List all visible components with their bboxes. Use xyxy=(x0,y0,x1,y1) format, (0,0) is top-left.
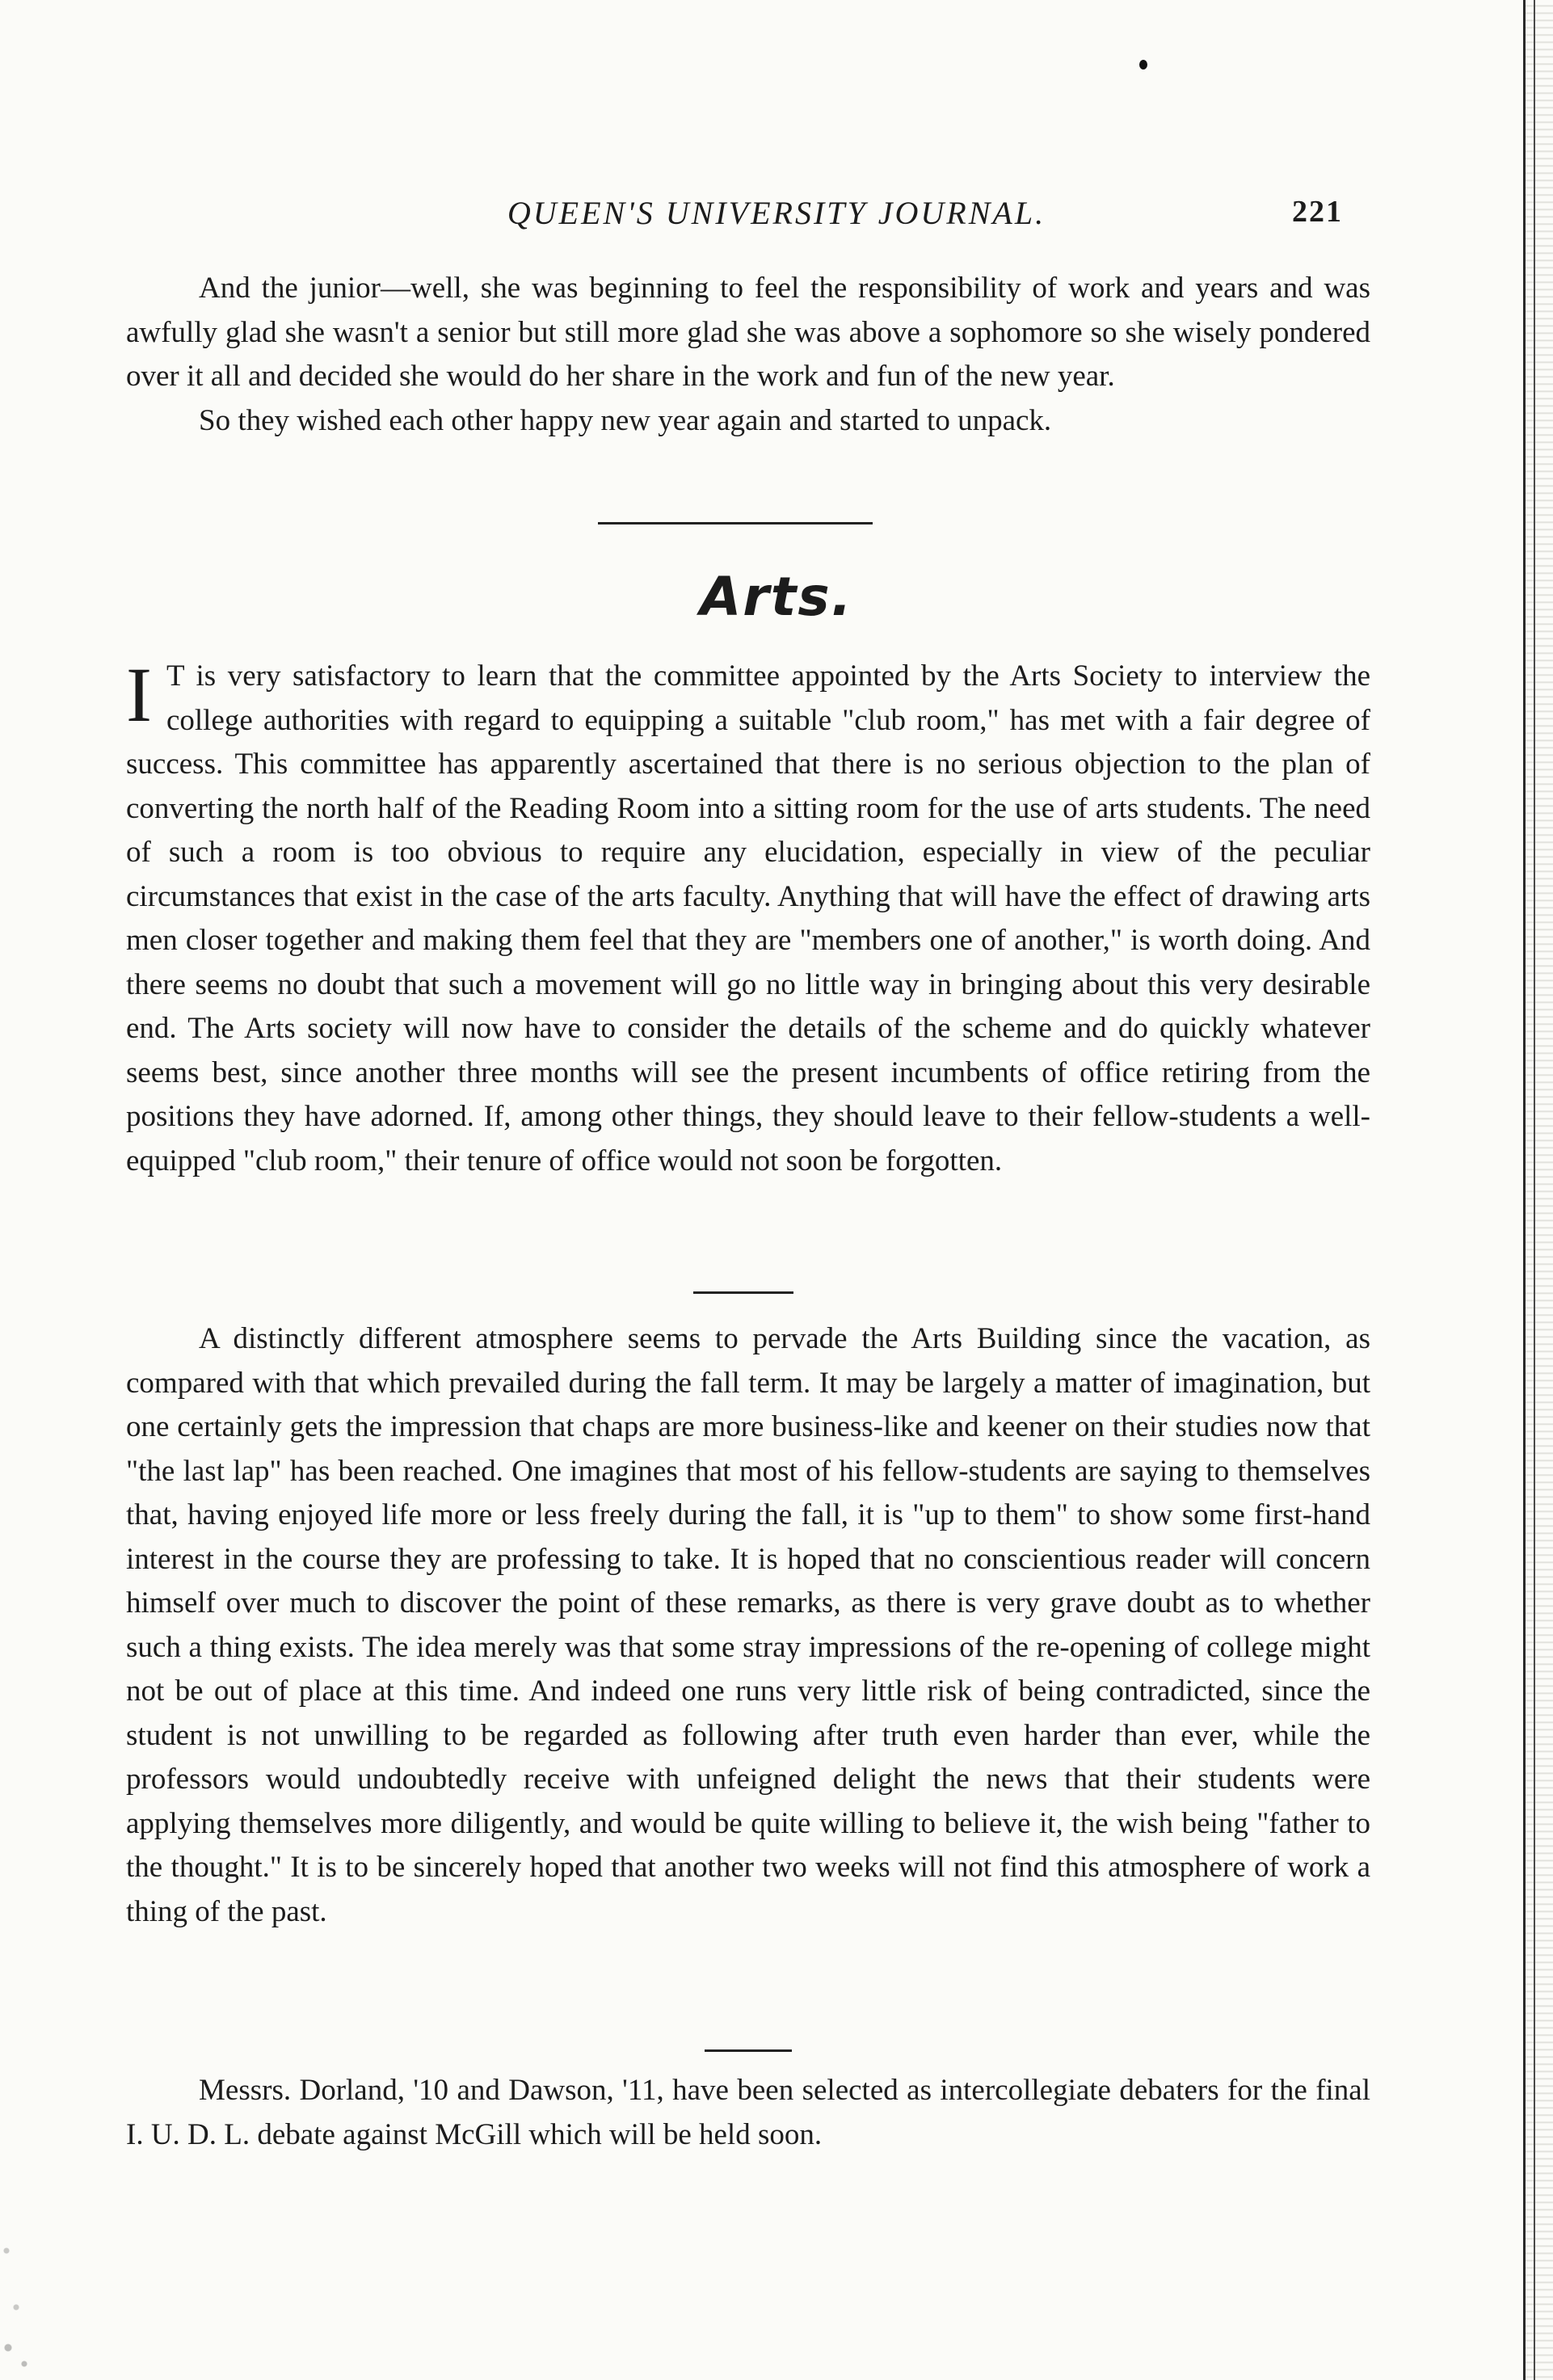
article-paragraph-3 xyxy=(126,2069,1370,2157)
paragraph-text: A distinctly different atmosphere seems to pervade the Arts Building since the vacation, as compared with that which prevailed during the fall term. It may be largely a matter of imagination, but one certainly gets the impression that chaps are more business-like and keener on their studies now that "the last lap" has been reached. One imagines that most of his fellow-students are saying to themselves that, having enjoyed life more or less freely during the fall, it is "up to them" to show some first-hand interest in the course they are professing to take. It is hoped that no conscientious reader will concern himself over much to discover the point of these remarks, as there is very grave doubt as to whether such a thing exists. The idea merely was that some stray impressions of the re-opening of college might not be out of place at this time. And indeed one runs very little risk of being contradicted, since the student is not unwilling to be regarded as following after truth even harder than ever, while the professors would undoubtedly receive with unfeigned delight the news that their students were applying themselves more diligently, and would be quite willing to believe it, the wish being "father to the thought." It is to be sincerely hoped that another two weeks will not find this atmosphere of work a thing of the past. xyxy=(126,1322,1370,1928)
article-paragraph-1 xyxy=(126,651,1370,1183)
ink-speck xyxy=(1139,60,1147,70)
section-heading: Arts. xyxy=(700,566,853,628)
paragraph-divider xyxy=(693,1291,793,1294)
section-divider xyxy=(598,522,873,524)
page-edge-binding xyxy=(1523,0,1553,2380)
article-paragraph-2 xyxy=(126,1317,1370,1934)
scan-noise xyxy=(0,2105,48,2380)
paragraph-text: T is very satisfactory to learn that the committee appointed by the Arts Society to interview the college authorities with regard to equipping a suitable "club room," has met with a fair degree of success. This committee has apparently ascertained that there is no serious objection to the plan of converting the north half of the Reading Room into a sitting room for the use of arts students. The need of such a room is too obvious to require any elucidation, especially in view of the peculiar circumstances that exist in the case of the arts faculty. Anything that will have the effect of drawing arts men closer together and making them feel that they are "members one of another," is worth doing. And there seems no doubt that such a movement will go no little way in bringing about this very desirable end. The Arts society will now have to consider the details of the scheme and do quickly whatever seems best, since another three months will see the present incumbents of office retiring from the positions they have adorned. If, among other things, they should leave to their fellow-students a well-equipped "club room," their tenure of office would not soon be forgotten. xyxy=(126,659,1370,1177)
drop-cap: I xyxy=(126,651,152,738)
paragraph-text: Messrs. Dorland, '10 and Dawson, '11, have been selected as intercollegiate debaters for the final I. U. D. L. debate against McGill which will be held soon. xyxy=(126,2074,1370,2151)
journal-title: QUEEN'S UNIVERSITY JOURNAL. xyxy=(507,195,1046,231)
intro-closing-paragraph: So they wished each other happy new year again and started to unpack. xyxy=(199,403,1052,437)
running-header xyxy=(0,194,1553,242)
page-number: 221 xyxy=(1292,195,1343,229)
paragraph-divider xyxy=(705,2049,792,2052)
intro-text xyxy=(126,267,1370,443)
intro-paragraph: And the junior—well, she was beginning to feel the responsibility of work and years and was awfully glad she wasn't a senior but still more glad she was above a sophomore so she wisely pondered over it all and decided she would do her share in the work and fun of the new year. xyxy=(126,272,1370,393)
